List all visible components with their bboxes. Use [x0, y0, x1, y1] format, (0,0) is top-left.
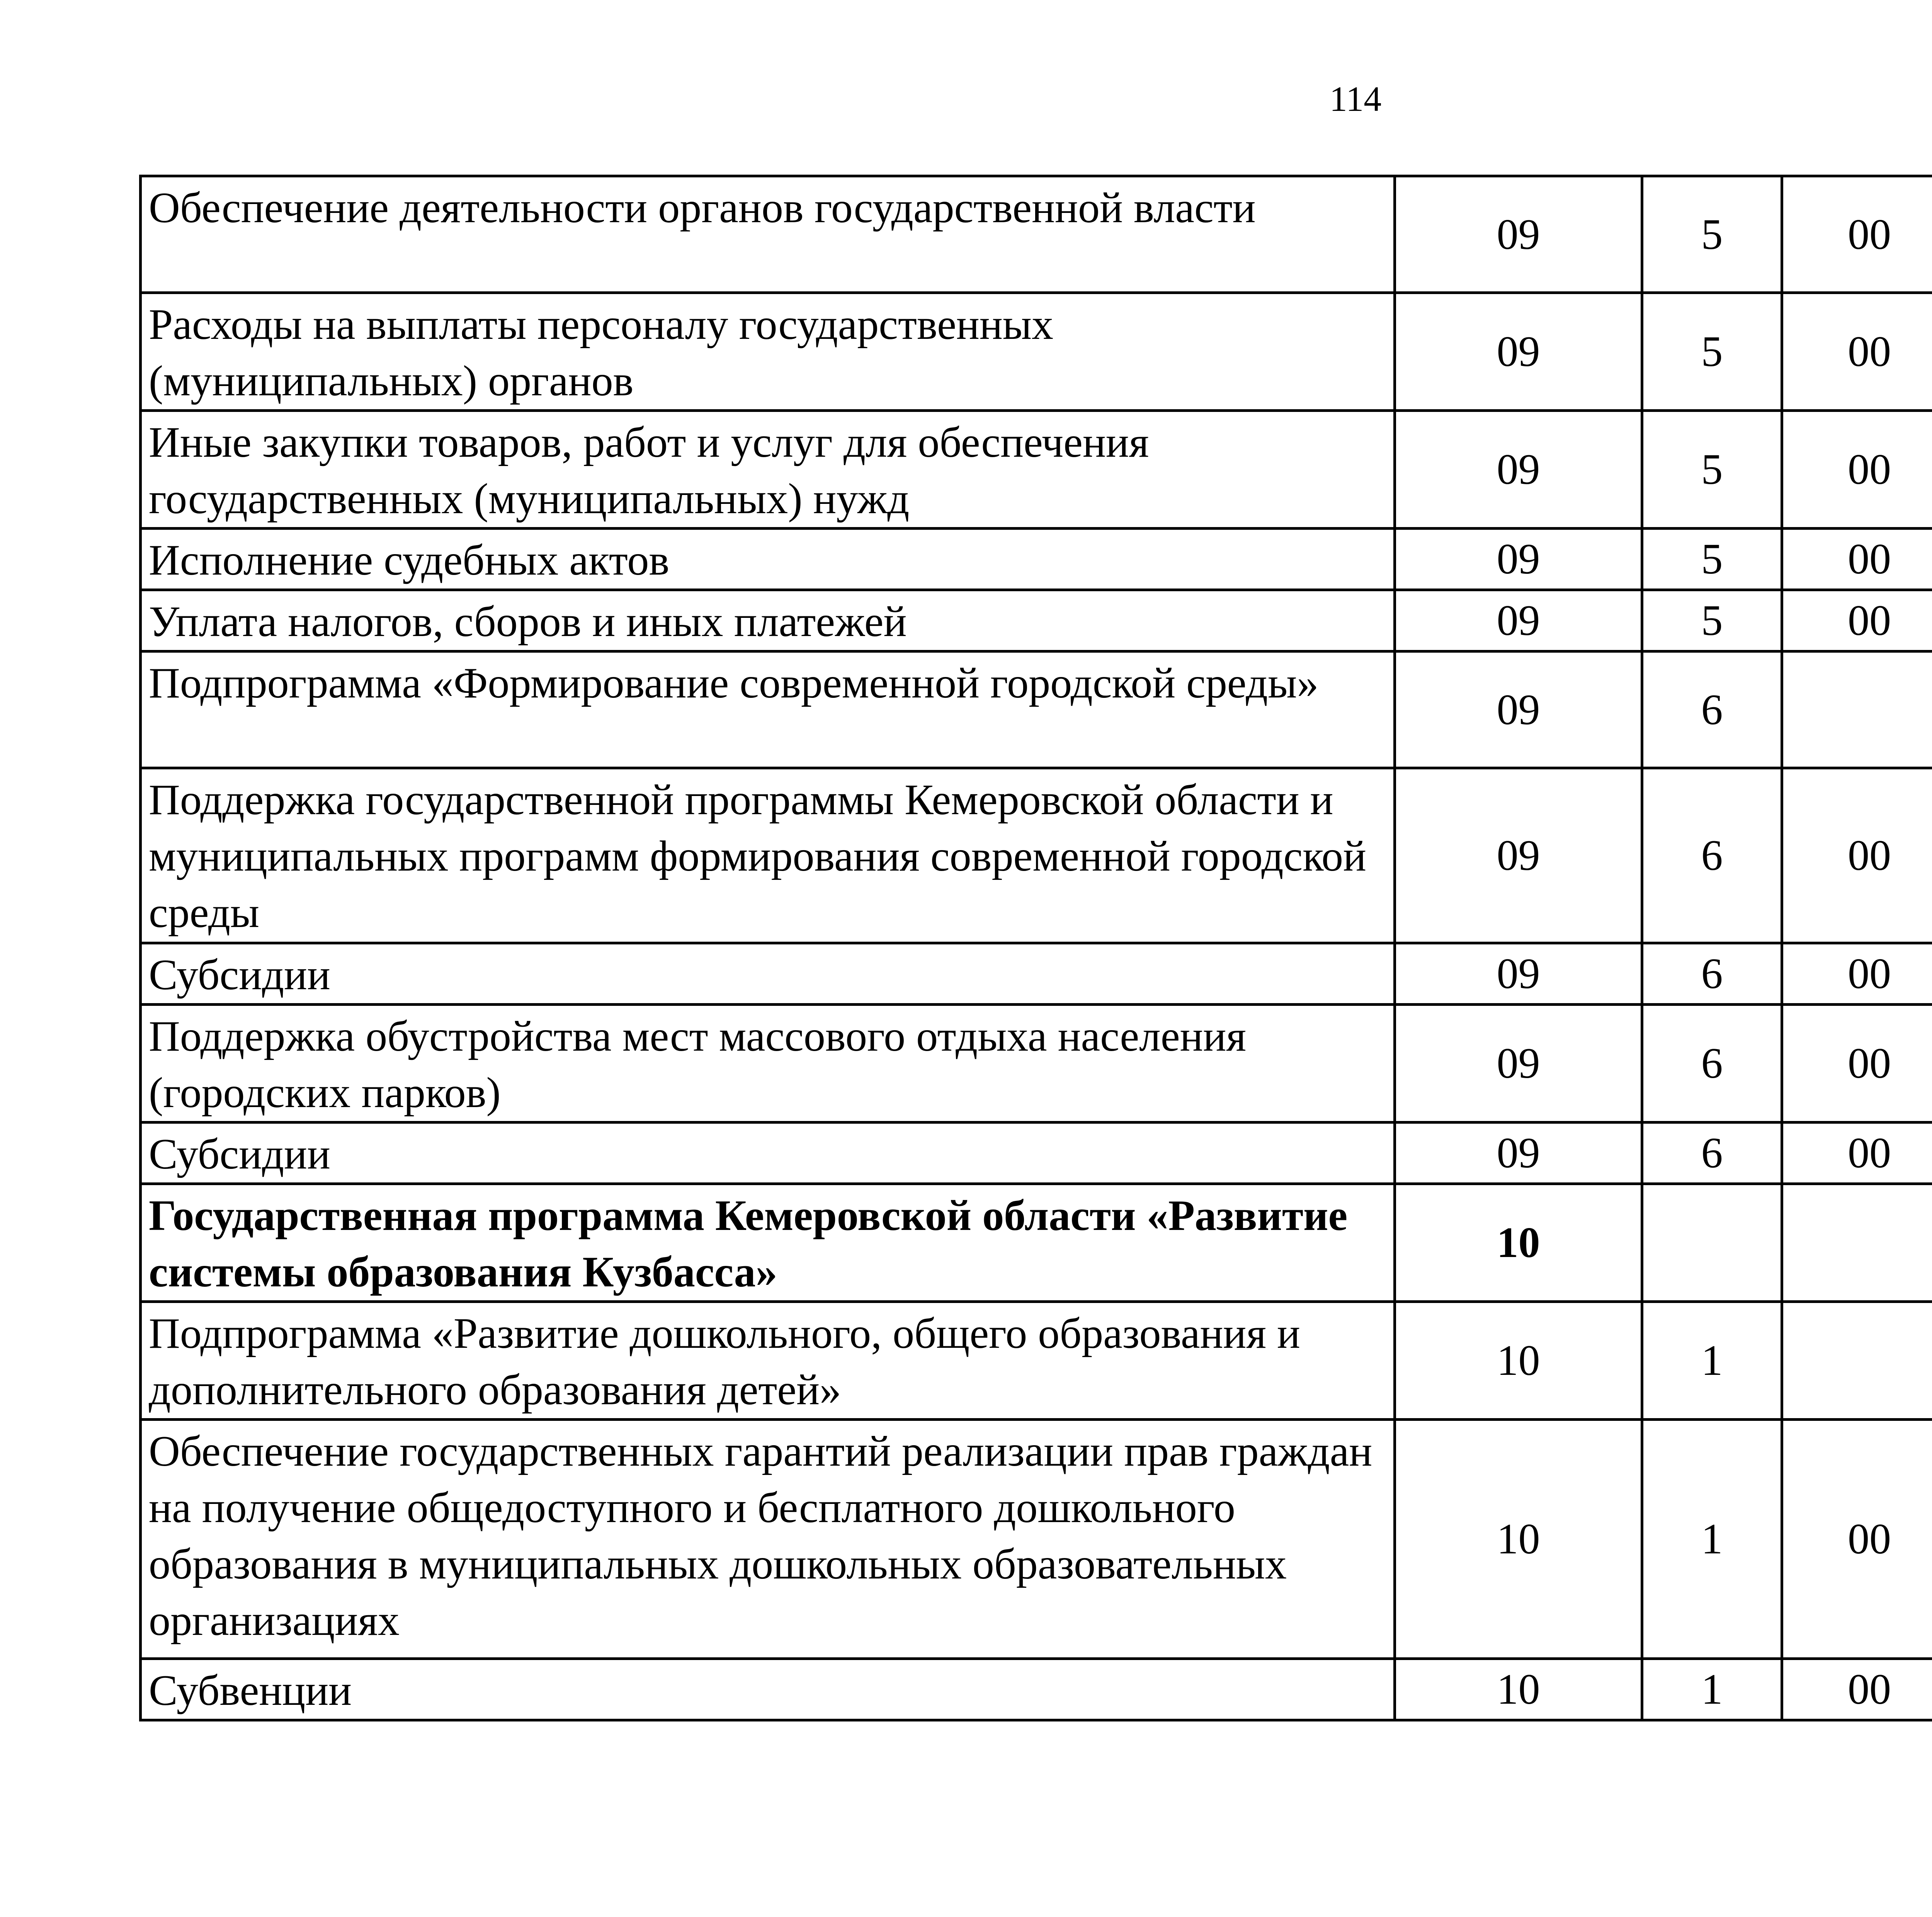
- cell-name: Исполнение судебных актов: [141, 529, 1395, 590]
- table-row: [141, 293, 1932, 411]
- cell-name: Субсидии: [141, 1123, 1395, 1184]
- table-row: [141, 176, 1932, 293]
- cell-program-code: 09: [1395, 1005, 1642, 1123]
- cell-subprogram-code: 1: [1642, 1420, 1782, 1659]
- table-row: [141, 768, 1932, 943]
- cell-subprogram-code: 1: [1642, 1302, 1782, 1420]
- cell-subprogram-code: 5: [1642, 529, 1782, 590]
- cell-subprogram-code: 5: [1642, 590, 1782, 651]
- cell-subprogram-code: 5: [1642, 293, 1782, 411]
- cell-main-event-code: 00: [1782, 1123, 1932, 1184]
- cell-name: Государственная программа Кемеровской области «Развитие системы образования Кузбасса»: [141, 1184, 1395, 1302]
- cell-subprogram-code: [1642, 1184, 1782, 1302]
- cell-name: Расходы на выплаты персоналу государственных (муниципальных) органов: [141, 293, 1395, 411]
- cell-main-event-code: 00: [1782, 943, 1932, 1005]
- cell-main-event-code: 00: [1782, 1420, 1932, 1659]
- cell-program-code: 09: [1395, 176, 1642, 293]
- cell-name: Уплата налогов, сборов и иных платежей: [141, 590, 1395, 651]
- cell-subprogram-code: 6: [1642, 1123, 1782, 1184]
- cell-main-event-code: [1782, 1302, 1932, 1420]
- cell-main-event-code: 00: [1782, 529, 1932, 590]
- cell-name: Поддержка государственной программы Кемеровской области и муниципальных программ формирования современной городской среды: [141, 768, 1395, 943]
- cell-program-code: 09: [1395, 768, 1642, 943]
- cell-name: Подпрограмма «Развитие дошкольного, общего образования и дополнительного образования детей»: [141, 1302, 1395, 1420]
- cell-name: Поддержка обустройства мест массового отдыха населения (городских парков): [141, 1005, 1395, 1123]
- table-row: [141, 1302, 1932, 1420]
- cell-main-event-code: 00: [1782, 411, 1932, 529]
- cell-main-event-code: 00: [1782, 293, 1932, 411]
- cell-name: Иные закупки товаров, работ и услуг для обеспечения государственных (муниципальных) нужд: [141, 411, 1395, 529]
- cell-main-event-code: 00: [1782, 1005, 1932, 1123]
- cell-main-event-code: 00: [1782, 176, 1932, 293]
- cell-main-event-code: 00: [1782, 1659, 1932, 1720]
- cell-name: Субвенции: [141, 1659, 1395, 1720]
- cell-subprogram-code: 5: [1642, 176, 1782, 293]
- cell-main-event-code: [1782, 1184, 1932, 1302]
- cell-subprogram-code: 6: [1642, 651, 1782, 768]
- cell-program-code: 10: [1395, 1659, 1642, 1720]
- cell-subprogram-code: 6: [1642, 768, 1782, 943]
- cell-name: Субсидии: [141, 943, 1395, 1005]
- budget-table: [139, 175, 1932, 1721]
- cell-main-event-code: [1782, 651, 1932, 768]
- table-row: [141, 1659, 1932, 1720]
- cell-name: Подпрограмма «Формирование современной городской среды»: [141, 651, 1395, 768]
- table-row: [141, 590, 1932, 651]
- page-number: 114: [1329, 79, 1382, 119]
- table-row: [141, 411, 1932, 529]
- table-row: [141, 1420, 1932, 1659]
- table-row: [141, 1184, 1932, 1302]
- cell-name: Обеспечение деятельности органов государственной власти: [141, 176, 1395, 293]
- cell-subprogram-code: 5: [1642, 411, 1782, 529]
- cell-main-event-code: 00: [1782, 768, 1932, 943]
- table-row: [141, 529, 1932, 590]
- cell-program-code: 10: [1395, 1420, 1642, 1659]
- table-row: [141, 1123, 1932, 1184]
- table-row: [141, 943, 1932, 1005]
- budget-table-body: [141, 176, 1932, 1720]
- cell-program-code: 09: [1395, 590, 1642, 651]
- cell-program-code: 09: [1395, 293, 1642, 411]
- cell-program-code: 10: [1395, 1302, 1642, 1420]
- cell-program-code: 09: [1395, 529, 1642, 590]
- cell-program-code: 09: [1395, 943, 1642, 1005]
- cell-main-event-code: 00: [1782, 590, 1932, 651]
- cell-subprogram-code: 1: [1642, 1659, 1782, 1720]
- cell-program-code: 09: [1395, 651, 1642, 768]
- cell-program-code: 10: [1395, 1184, 1642, 1302]
- cell-subprogram-code: 6: [1642, 943, 1782, 1005]
- cell-program-code: 09: [1395, 1123, 1642, 1184]
- cell-program-code: 09: [1395, 411, 1642, 529]
- cell-name: Обеспечение государственных гарантий реализации прав граждан на получение общедоступного и бесплатного дошкольного образования в муниципальных дошкольных образовательных организациях: [141, 1420, 1395, 1659]
- table-row: [141, 651, 1932, 768]
- table-row: [141, 1005, 1932, 1123]
- cell-subprogram-code: 6: [1642, 1005, 1782, 1123]
